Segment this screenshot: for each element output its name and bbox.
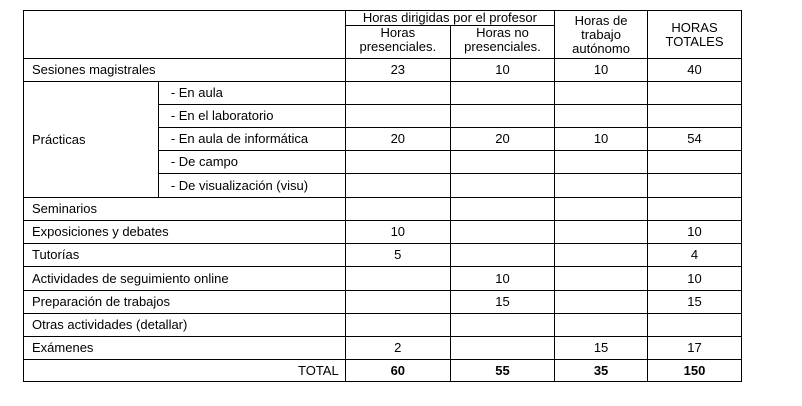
cell-presenciales: 5	[345, 244, 450, 267]
cell-autonomo	[555, 314, 648, 337]
cell-no-presenciales	[450, 244, 554, 267]
row-sublabel: - En aula	[158, 82, 345, 105]
total-presenciales: 60	[345, 360, 450, 382]
cell-total: 54	[648, 128, 742, 151]
cell-no-presenciales	[450, 337, 554, 360]
row-label: Sesiones magistrales	[24, 59, 346, 82]
cell-autonomo	[555, 267, 648, 291]
cell-autonomo: 10	[555, 128, 648, 151]
row-sublabel: - De campo	[158, 151, 345, 174]
cell-total	[648, 151, 742, 174]
cell-presenciales: 10	[345, 221, 450, 244]
table-row	[24, 82, 742, 105]
cell-total	[648, 314, 742, 337]
row-label: Preparación de trabajos	[24, 291, 346, 314]
table-row	[24, 244, 742, 267]
row-sublabel: - En el laboratorio	[158, 105, 345, 128]
row-label: Exámenes	[24, 337, 346, 360]
cell-presenciales: 20	[345, 128, 450, 151]
total-label: TOTAL	[24, 360, 346, 382]
cell-autonomo: 10	[555, 59, 648, 82]
cell-total: 15	[648, 291, 742, 314]
cell-presenciales	[345, 151, 450, 174]
header-autonomo-line2: trabajo	[581, 26, 621, 42]
cell-autonomo	[555, 174, 648, 198]
header-presenciales	[345, 26, 450, 59]
cell-no-presenciales	[450, 174, 554, 198]
cell-no-presenciales	[450, 82, 554, 105]
cell-no-presenciales: 10	[450, 59, 554, 82]
cell-total: 4	[648, 244, 742, 267]
total-autonomo: 35	[555, 360, 648, 382]
cell-presenciales: 23	[345, 59, 450, 82]
cell-autonomo	[555, 221, 648, 244]
header-autonomo-line3: autónomo	[572, 40, 630, 56]
cell-autonomo	[555, 244, 648, 267]
cell-total: 10	[648, 221, 742, 244]
cell-no-presenciales	[450, 314, 554, 337]
row-label: Seminarios	[24, 198, 346, 221]
header-no-presenciales-line1: Horas no	[476, 25, 529, 40]
cell-autonomo	[555, 82, 648, 105]
header-totales	[648, 11, 742, 59]
cell-total	[648, 174, 742, 198]
cell-presenciales	[345, 174, 450, 198]
cell-no-presenciales: 20	[450, 128, 554, 151]
cell-no-presenciales: 10	[450, 267, 554, 291]
cell-total: 10	[648, 267, 742, 291]
cell-total: 17	[648, 337, 742, 360]
table-row	[24, 291, 742, 314]
cell-autonomo	[555, 151, 648, 174]
cell-autonomo	[555, 291, 648, 314]
header-presenciales-line1: Horas	[380, 25, 416, 40]
cell-autonomo	[555, 198, 648, 221]
row-label: Actividades de seguimiento online	[24, 267, 346, 291]
row-sublabel: - De visualización (visu)	[158, 174, 345, 198]
cell-total: 40	[648, 59, 742, 82]
header-autonomo	[555, 11, 648, 59]
header-teacher-hours: Horas dirigidas por el profesor	[345, 11, 554, 26]
cell-presenciales	[345, 82, 450, 105]
header-autonomo-line1: Horas de	[574, 12, 628, 28]
table-row	[24, 267, 742, 291]
table-row	[24, 198, 742, 221]
table-row	[24, 59, 742, 82]
cell-presenciales: 2	[345, 337, 450, 360]
header-totales-line2: TOTALES	[665, 33, 724, 49]
header-presenciales-line2: presenciales.	[359, 39, 437, 54]
header-blank-cell	[24, 11, 346, 59]
row-label: Tutorías	[24, 244, 346, 267]
cell-total	[648, 105, 742, 128]
practicas-label: Prácticas	[24, 82, 159, 198]
header-totales-line1: HORAS	[671, 19, 718, 35]
cell-total	[648, 198, 742, 221]
cell-autonomo	[555, 105, 648, 128]
cell-no-presenciales	[450, 198, 554, 221]
table-row	[24, 314, 742, 337]
header-no-presenciales-line2: presenciales.	[464, 39, 541, 54]
table-row	[24, 337, 742, 360]
total-total: 150	[648, 360, 742, 382]
cell-no-presenciales	[450, 221, 554, 244]
cell-total	[648, 82, 742, 105]
header-no-presenciales	[450, 26, 554, 59]
hours-table	[23, 10, 742, 382]
cell-autonomo: 15	[555, 337, 648, 360]
row-label: Otras actividades (detallar)	[24, 314, 346, 337]
cell-presenciales	[345, 314, 450, 337]
cell-presenciales	[345, 291, 450, 314]
cell-no-presenciales	[450, 151, 554, 174]
cell-presenciales	[345, 267, 450, 291]
total-no-presenciales: 55	[450, 360, 554, 382]
cell-no-presenciales	[450, 105, 554, 128]
total-row	[24, 360, 742, 382]
cell-no-presenciales: 15	[450, 291, 554, 314]
row-label: Exposiciones y debates	[24, 221, 346, 244]
row-sublabel: - En aula de informática	[158, 128, 345, 151]
cell-presenciales	[345, 105, 450, 128]
cell-presenciales	[345, 198, 450, 221]
table-row	[24, 221, 742, 244]
